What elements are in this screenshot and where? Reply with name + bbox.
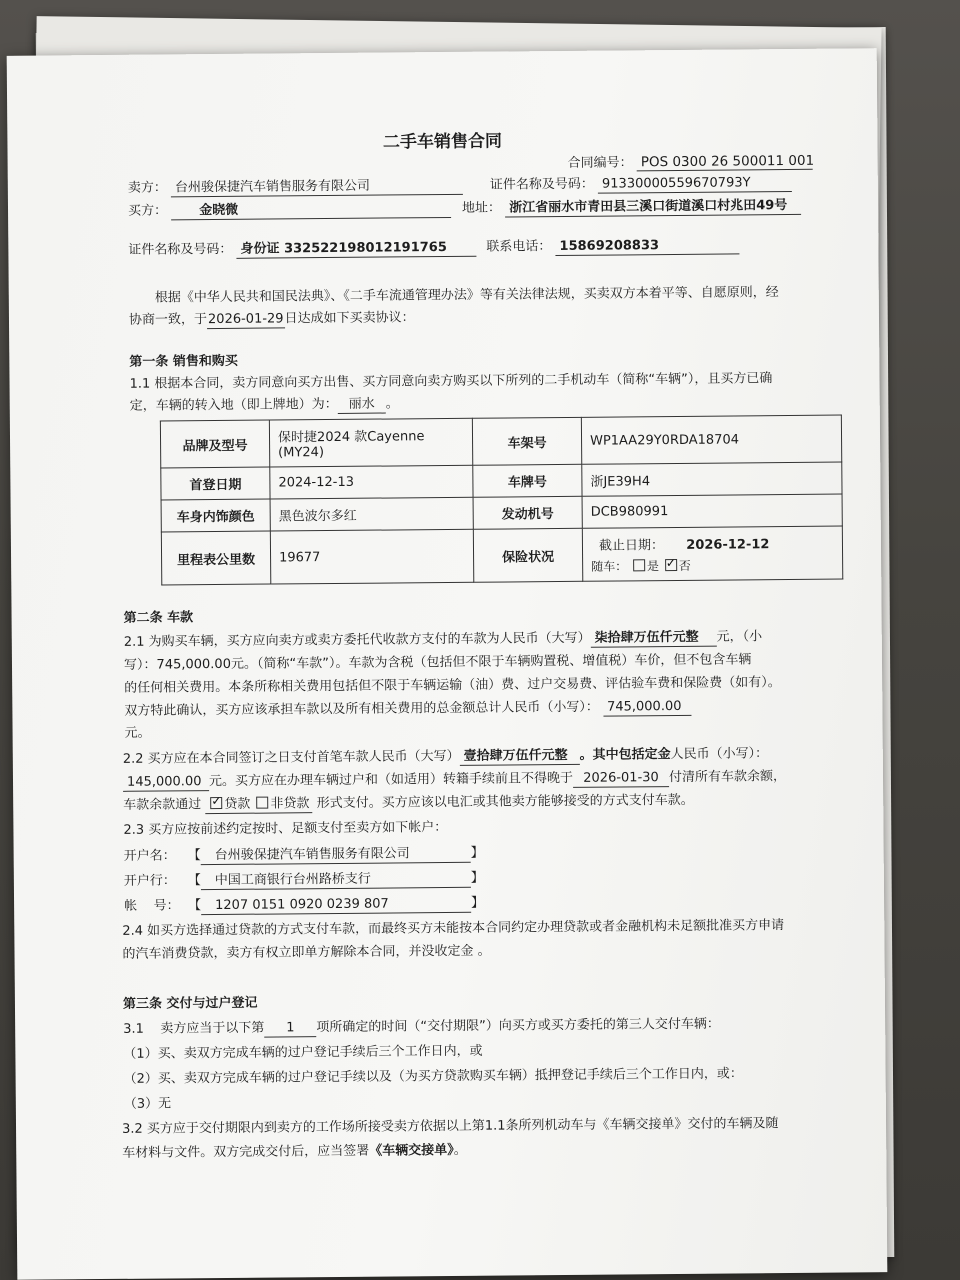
clause-2-1-line-2: 写）：745,000.00元。（简称“车款”）。车款为含税（包括但不限于车辆购置税、增值税）车价，但不包含车辆 xyxy=(123,652,752,673)
seller-name: 台州骏保捷汽车销售服务有限公司 xyxy=(171,178,463,198)
first-payment-numeric: 145,000.00 xyxy=(123,774,209,792)
buyer-cert-value: 身份证 332522198012191765 xyxy=(236,240,476,259)
clause-2-3: 2.3 买方应按前述约定按时、足额支付至卖方如下帐户： xyxy=(123,820,448,838)
article-2-title: 第二条 车款 xyxy=(123,610,194,626)
buyer-row: 买方： 金晓微 xyxy=(128,201,451,221)
insurance-label: 保险状况 xyxy=(473,528,582,582)
clause-2-2-line-3: 车款余款通过 ✓ 贷款 非贷款 形式支付。买方应该以电汇或其他卖方能够接受的方式支付车款。 xyxy=(123,793,694,815)
insurance-expiry: 截止日期： 2026-12-12 xyxy=(598,537,770,554)
buyer-address: 地址： 浙江省丽水市青田县三溪口街道溪口村兆田49号 xyxy=(462,198,801,218)
first-payment-chinese: 壹拾肆万伍仟元整 xyxy=(460,748,580,766)
clause-2-1-line-3: 的任何相关费用。本条所称相关费用包括但不限于车辆运输（油）费、过户交易费、评估验车费和保险费（如有）。 xyxy=(124,675,781,696)
clause-2-1-line-1: 2.1 为购买车辆，买方应向卖方或卖方委托代收款方支付的车款为人民币（大写） 柒拾肆万伍仟元整 元，（小 xyxy=(123,629,763,650)
delivery-option-3: （3）无 xyxy=(123,1096,172,1112)
price-numeric: 745,000.00 xyxy=(156,656,232,673)
buyer-name: 金晓微 xyxy=(171,201,451,220)
account-number: 1207 0151 0920 0239 807 xyxy=(201,896,471,915)
contract-title: 二手车销售合同 xyxy=(382,131,503,153)
reg-date-value: 2024-12-13 xyxy=(270,465,473,499)
engine-label: 发动机号 xyxy=(473,496,582,529)
account-name-row: 开户名： 【 台州骏保捷汽车销售服务有限公司 】 xyxy=(123,845,484,864)
brand-value: 保时捷2024 款Cayenne (MY24) xyxy=(269,418,472,467)
delivery-option: 1 xyxy=(264,1020,316,1037)
color-label: 车身内饰颜色 xyxy=(161,499,270,532)
clause-2-1-line-4: 双方特此确认，买方应该承担车款以及所有相关费用的总金额总计人民币（小写）： 745,000.00 xyxy=(124,699,691,721)
brand-label: 品牌及型号 xyxy=(160,420,269,468)
buyer-phone-row: 联系电话： 15869208833 xyxy=(486,237,739,256)
contract-number-value: POS 0300 26 500011 001 xyxy=(637,153,813,172)
article-3-title: 第三条 交付与过户登记 xyxy=(122,995,258,1012)
preamble-line-1: 根据《中华人民共和国民法典》、《二手车流通管理办法》等有关法律法规，买卖双方本着平等、自愿原则，经 xyxy=(154,285,779,306)
delivery-option-2: （2）买、卖双方完成车辆的过户登记手续以及（为买方贷款购买车辆）抵押登记手续后三个工作日内，或： xyxy=(123,1066,743,1087)
bank-name: 中国工商银行台州路桥支行 xyxy=(201,871,471,890)
plate-label: 车牌号 xyxy=(473,464,582,497)
clause-2-1-line-5: 元。 xyxy=(124,725,151,741)
account-name: 台州骏保捷汽车销售服务有限公司 xyxy=(201,846,471,865)
seller-cert: 证件名称及号码： 91330000559670793Y xyxy=(490,175,792,195)
clause-2-4-line-2: 的汽车消费贷款，卖方有权立即单方解除本合同，并没收定金 。 xyxy=(122,943,491,962)
mileage-value: 19677 xyxy=(270,529,473,584)
preamble-line-2: 协商一致，于2026-01-29日达成如下买卖协议： xyxy=(128,310,415,328)
payment-method: ✓ 贷款 非贷款 xyxy=(205,796,312,814)
with-car-yes-checkbox[interactable] xyxy=(633,559,645,571)
clause-1-1-line-2: 定，车辆的转入地（即上牌地）为： 丽水 。 xyxy=(129,396,399,414)
reg-date-label: 首登日期 xyxy=(161,467,270,500)
account-number-row: 帐 号： 【 1207 0151 0920 0239 807 】 xyxy=(124,895,485,914)
loan-checkbox[interactable] xyxy=(210,797,222,809)
seller-cert-value: 91330000559670793Y xyxy=(598,175,792,194)
clause-2-2-line-2: 145,000.00 元。买方应在办理车辆过户和（如适用）转籍手续前且不得晚于 2026-01-30 付清所有车款余额， xyxy=(123,769,786,792)
table-row xyxy=(161,526,842,585)
clause-3-2-line-1: 3.2 买方应于交付期限内到卖方的工作场所接受卖方依据以上第1.1条所列机动车与《车辆交接单》交付的车辆及随 xyxy=(121,1116,779,1137)
payment-deadline: 2026-01-30 xyxy=(573,770,669,788)
clause-1-1-line-1: 1.1 根据本合同，卖方同意向买方出售、买方同意向卖方购买以下所列的二手机动车（简称“车辆”），且买方已确 xyxy=(129,371,773,392)
agreement-date: 2026-01-29 xyxy=(207,311,285,329)
clause-2-2-line-1: 2.2 买方应在本合同签订之日支付首笔车款人民币（大写） 壹拾肆万伍仟元整 。其中包括定金人民币（小写）： xyxy=(122,746,769,767)
buyer-address-value: 浙江省丽水市青田县三溪口街道溪口村兆田49号 xyxy=(505,198,801,218)
with-car-row: 随车： 是 ✓ 否 xyxy=(591,556,834,575)
clause-3-1: 3.1 卖方应当于以下第 1 项所确定的时间（“交付期限”）向买方或买方委托的第三人交付车辆： xyxy=(123,1016,720,1037)
buyer-cert-row: 证件名称及号码： 身份证 332522198012191765 xyxy=(128,240,476,260)
no-loan-checkbox[interactable] xyxy=(256,797,268,809)
vin-label: 车架号 xyxy=(472,417,581,465)
buyer-phone-value: 15869208833 xyxy=(555,237,739,256)
with-car-no-checkbox[interactable] xyxy=(665,559,677,571)
insurance-value xyxy=(582,526,842,581)
seller-row: 卖方： 台州骏保捷汽车销售服务有限公司 xyxy=(128,178,463,198)
table-row xyxy=(160,415,841,468)
mileage-label: 里程表公里数 xyxy=(161,531,270,585)
engine-value: DCB980991 xyxy=(582,494,842,528)
color-value: 黑色波尔多红 xyxy=(270,497,473,531)
price-chinese: 柒拾肆万伍仟元整 xyxy=(591,630,717,648)
clause-2-4-line-1: 2.4 如买方选择通过贷款的方式支付车款，而最终买方未能按本合同约定办理贷款或者金融机构未足额批准买方申请 xyxy=(122,918,785,939)
vehicle-table xyxy=(160,415,843,586)
article-1-title: 第一条 销售和购买 xyxy=(129,353,238,370)
delivery-option-1: （1）买、卖双方完成车辆的过户登记手续后三个工作日内，或 xyxy=(123,1043,483,1062)
insurance-expiry-value: 2026-12-12 xyxy=(686,537,770,553)
registration-place: 丽水 xyxy=(338,397,386,414)
contract-number: 合同编号： POS 0300 26 500011 001 xyxy=(567,152,815,171)
vin-value: WP1AA29Y0RDA18704 xyxy=(581,415,841,464)
plate-value: 浙JE39H4 xyxy=(582,462,842,496)
clause-3-2-line-2: 车材料与文件。双方完成交付后，应当签署《车辆交接单》。 xyxy=(122,1142,467,1161)
bank-row: 开户行： 【 中国工商银行台州路桥支行 】 xyxy=(123,870,484,889)
total-amount: 745,000.00 xyxy=(603,699,691,717)
contract-page xyxy=(7,48,888,1280)
